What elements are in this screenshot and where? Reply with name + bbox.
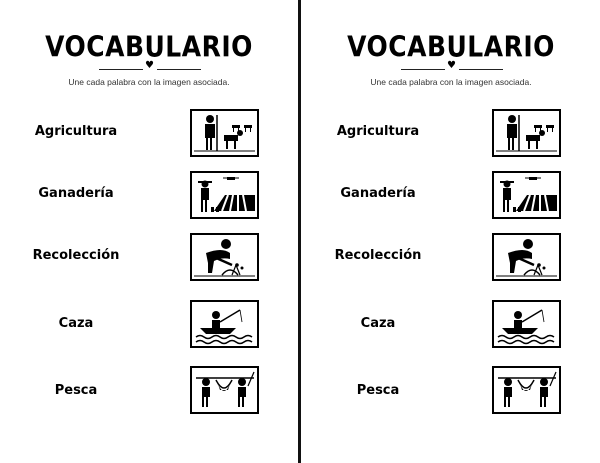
word-caza[interactable]: Caza: [360, 316, 396, 331]
word-pesca[interactable]: Pesca: [356, 383, 400, 398]
ornament-line: [401, 69, 445, 70]
instructions: Une cada palabra con la imagen asociada.: [68, 77, 230, 87]
fisher-in-boat-icon: [192, 302, 257, 346]
image-box-4[interactable]: [190, 300, 259, 348]
title-ornament: [401, 60, 503, 75]
instructions: Une cada palabra con la imagen asociada.: [370, 77, 532, 87]
farmer-field-drone-icon: [192, 173, 257, 217]
farmer-with-goats-icon: [494, 111, 559, 155]
image-box-2[interactable]: [492, 171, 561, 219]
image-box-1[interactable]: [492, 109, 561, 157]
image-box-5[interactable]: [492, 366, 561, 414]
gatherer-picking-icon: [494, 235, 559, 279]
hunters-carrying-animal-icon: [494, 368, 559, 412]
word-ganaderia[interactable]: Ganadería: [38, 186, 114, 201]
page-title: VOCABULARIO: [347, 29, 555, 64]
word-agricultura[interactable]: Agricultura: [336, 124, 420, 139]
farmer-with-goats-icon: [192, 111, 257, 155]
word-recoleccion[interactable]: Recolección: [32, 248, 120, 263]
worksheet-right: [302, 0, 600, 463]
heart-icon: ♥: [447, 60, 456, 71]
page-title: VOCABULARIO: [45, 29, 253, 64]
heart-icon: ♥: [145, 60, 154, 71]
worksheet-left: [0, 0, 298, 463]
center-divider: [298, 0, 301, 463]
gatherer-picking-icon: [192, 235, 257, 279]
word-ganaderia[interactable]: Ganadería: [340, 186, 416, 201]
image-box-4[interactable]: [492, 300, 561, 348]
image-box-3[interactable]: [492, 233, 561, 281]
fisher-in-boat-icon: [494, 302, 559, 346]
image-box-3[interactable]: [190, 233, 259, 281]
word-recoleccion[interactable]: Recolección: [334, 248, 422, 263]
image-box-2[interactable]: [190, 171, 259, 219]
image-box-5[interactable]: [190, 366, 259, 414]
ornament-line: [459, 69, 503, 70]
title-ornament: [99, 60, 201, 75]
image-box-1[interactable]: [190, 109, 259, 157]
word-pesca[interactable]: Pesca: [54, 383, 98, 398]
ornament-line: [157, 69, 201, 70]
hunters-carrying-animal-icon: [192, 368, 257, 412]
word-agricultura[interactable]: Agricultura: [34, 124, 118, 139]
word-caza[interactable]: Caza: [58, 316, 94, 331]
ornament-line: [99, 69, 143, 70]
farmer-field-drone-icon: [494, 173, 559, 217]
